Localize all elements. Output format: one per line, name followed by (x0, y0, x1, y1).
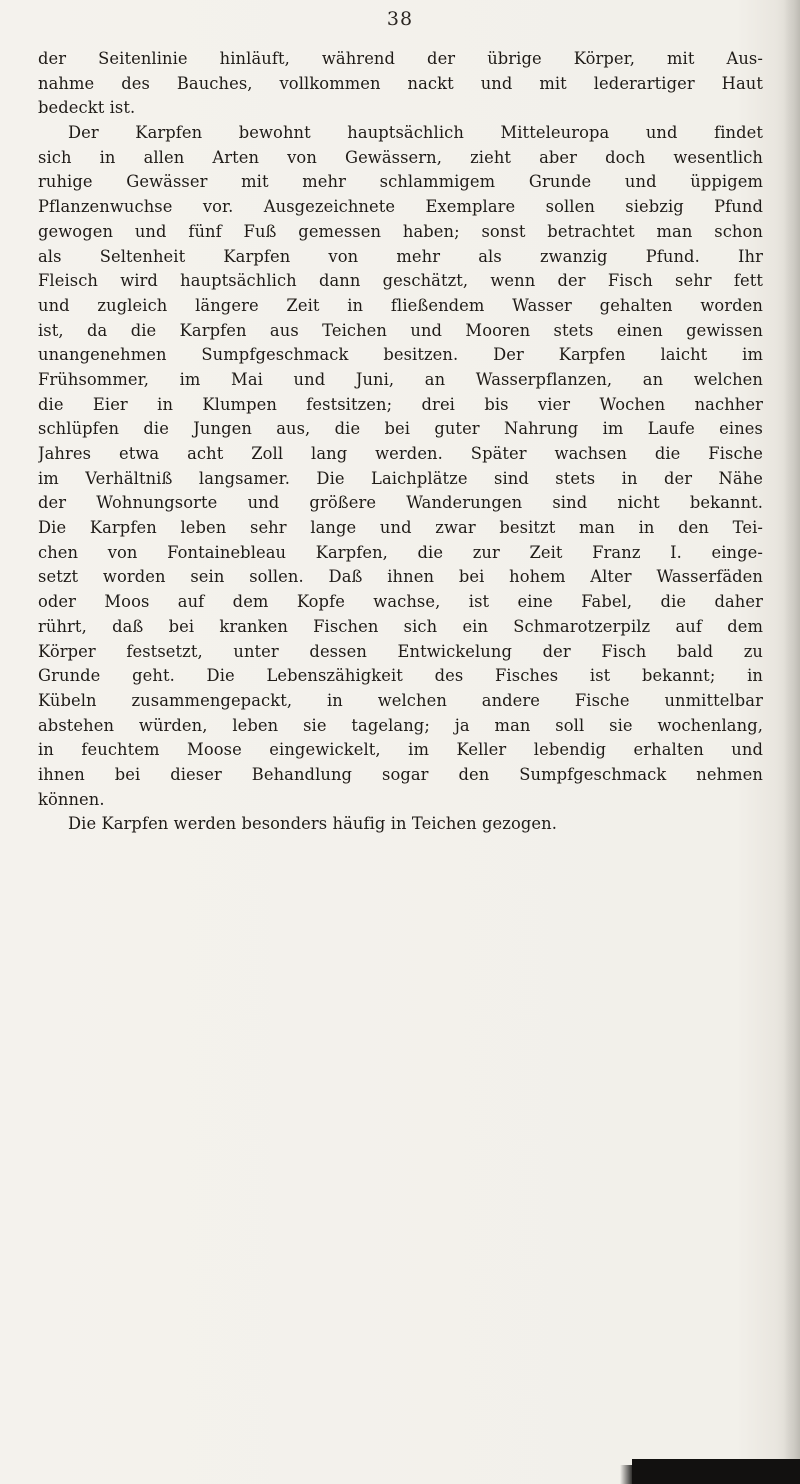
text-line: ruhige Gewässer mit mehr schlammigem Grunde und üppigem (38, 172, 763, 192)
text-line: können. (38, 789, 105, 809)
text-line: der Seitenlinie hinläuft, während der übrige Körper, mit Aus- (38, 49, 763, 68)
text-line: ihnen bei dieser Behandlung sogar den Sumpfgeschmack nehmen (38, 764, 763, 784)
text-line: ist, da die Karpfen aus Teichen und Mooren stets einen gewissen (38, 320, 763, 340)
text-line: sich in allen Arten von Gewässern, zieht aber doch wesentlich (38, 147, 763, 167)
text-line: und zugleich längere Zeit in fließendem Wasser gehalten worden (38, 295, 763, 315)
text-line: bedeckt ist. (38, 98, 136, 118)
text-line: schlüpfen die Jungen aus, die bei guter Nahrung im Laufe eines (38, 419, 763, 439)
text-line: unangenehmen Sumpfgeschmack besitzen. Der Karpfen laicht im (38, 345, 763, 365)
text-line: gewogen und fünf Fuß gemessen haben; sonst betrachtet man schon (38, 221, 763, 241)
text-line: Jahres etwa acht Zoll lang werden. Später wachsen die Fische (38, 444, 763, 463)
text-line: im Verhältniß langsamer. Die Laichplätze sind stets in der Nähe (38, 468, 763, 488)
text-line: als Seltenheit Karpfen von mehr als zwanzig Pfund. Ihr (38, 246, 763, 266)
text-line: Körper festsetzt, unter dessen Entwickelung der Fisch bald zu (38, 641, 763, 661)
text-line: Die Karpfen leben sehr lange und zwar besitzt man in den Tei- (38, 518, 763, 538)
text-line: oder Moos auf dem Kopfe wachse, ist eine Fabel, die daher (38, 592, 763, 612)
text-line: Frühsommer, im Mai und Juni, an Wasserpflanzen, an welchen (38, 369, 763, 389)
text-line: nahme des Bauches, vollkommen nackt und mit lederartiger Haut (38, 73, 763, 93)
scan-black-bar (632, 1459, 800, 1484)
text-line: in feuchtem Moose eingewickelt, im Keller lebendig erhalten und (38, 740, 763, 760)
text-line: rührt, daß bei kranken Fischen sich ein Schmarotzerpilz auf dem (38, 616, 763, 636)
text-line: Die Karpfen werden besonders häufig in Teichen gezogen. (68, 814, 557, 834)
text-line: Grunde geht. Die Lebenszähigkeit des Fisches ist bekannt; in (38, 666, 763, 686)
text-line: abstehen würden, leben sie tagelang; ja man soll sie wochenlang, (38, 715, 763, 735)
text-line: chen von Fontainebleau Karpfen, die zur Zeit Franz I. einge- (38, 542, 763, 562)
text-line: setzt worden sein sollen. Daß ihnen bei hohem Alter Wasserfäden (38, 567, 763, 587)
text-line: Pflanzenwuchse vor. Ausgezeichnete Exemplare sollen siebzig Pfund (38, 197, 763, 217)
text-line: Kübeln zusammengepackt, in welchen andere Fische unmittelbar (38, 690, 763, 710)
page-number: 38 (386, 8, 414, 30)
text-line: Der Karpfen bewohnt hauptsächlich Mitteleuropa und findet (68, 123, 763, 143)
body-text (38, 47, 763, 837)
text-line: die Eier in Klumpen festsitzen; drei bis vier Wochen nachher (38, 394, 763, 414)
text-line: Fleisch wird hauptsächlich dann geschätzt, wenn der Fisch sehr fett (38, 271, 763, 291)
text-line: der Wohnungsorte und größere Wanderungen sind nicht bekannt. (38, 493, 763, 513)
page-edge-shadow (784, 0, 800, 1484)
